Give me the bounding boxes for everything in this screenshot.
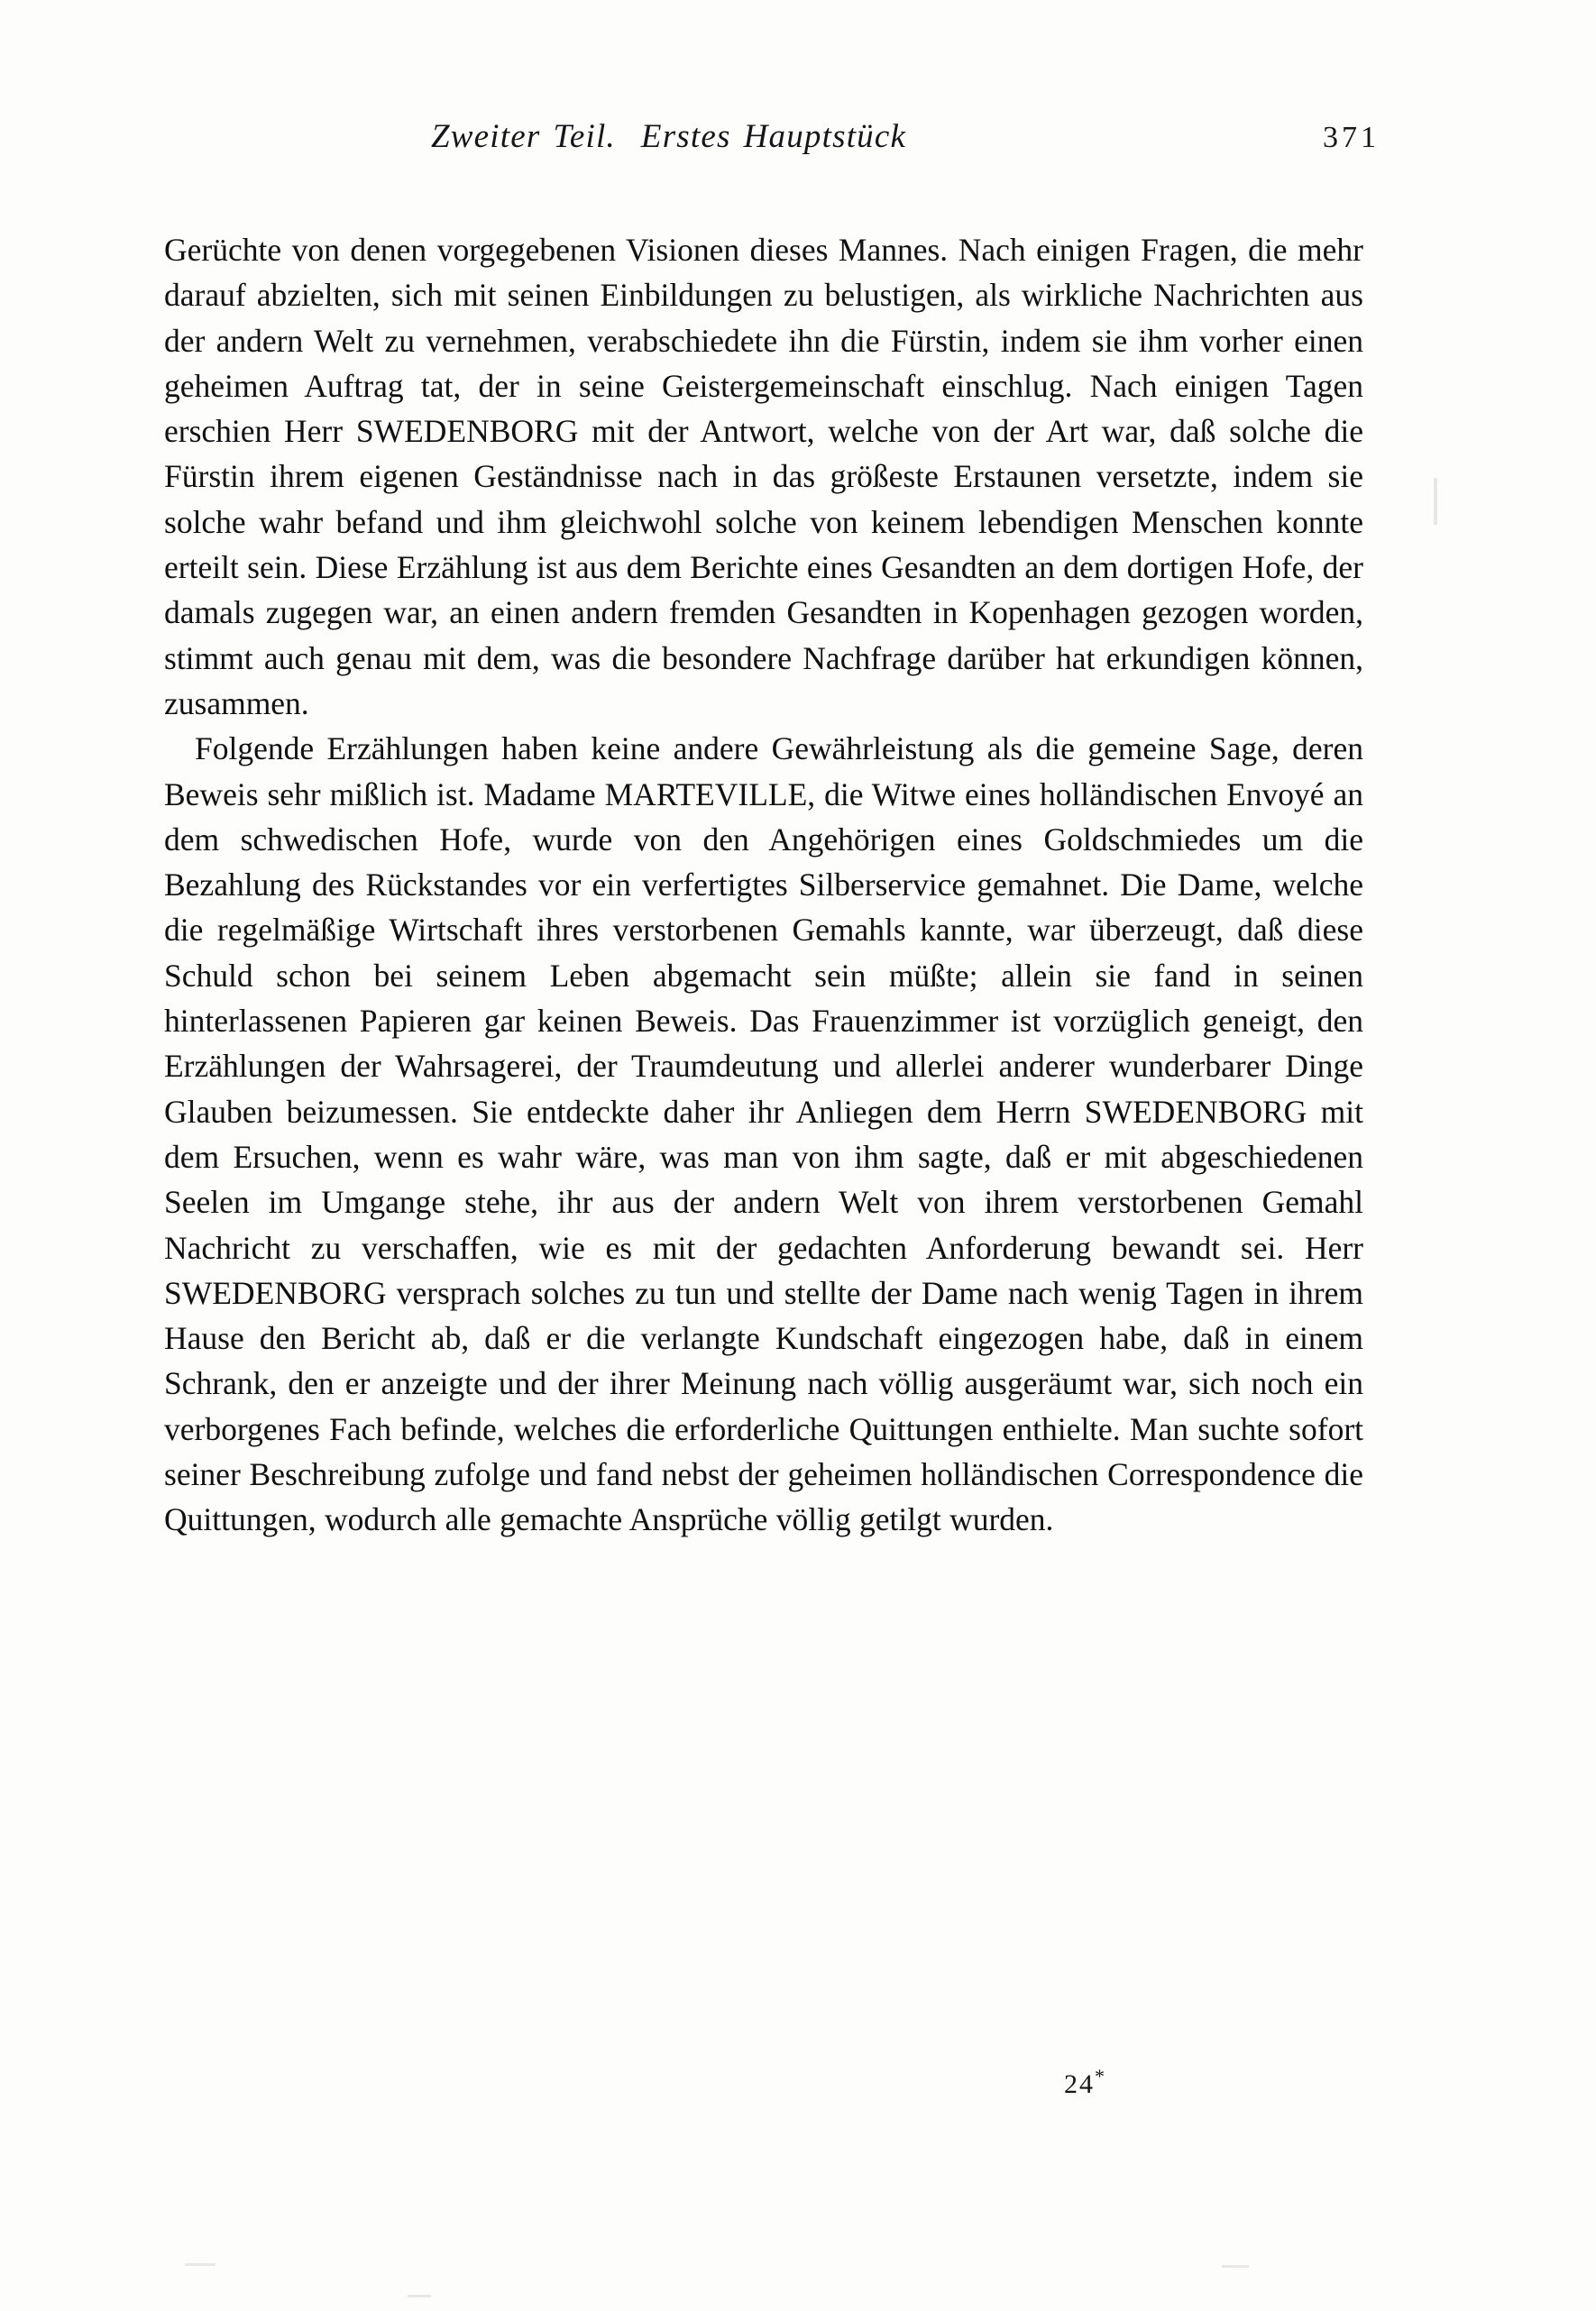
page-number: 371 (1323, 121, 1380, 154)
paragraph: Folgende Erzählungen haben keine andere Gewährleistung als die gemeine Sage, deren Beweis sehr mißlich ist. Madame MARTEVILLE, die Witwe eines holländischen Envoyé an dem schwedischen Hofe, wurde von den Angehörigen eines Goldschmiedes um die Bezahlung des Rückstandes vor ein verfertigtes Silberservice gemahnet. Die Dame, welche die regelmäßige Wirtschaft ihres verstorbenen Gemahls kannte, war überzeugt, daß diese Schuld schon bei seinem Leben abgemacht sein müßte; allein sie fand in seinen hinterlassenen Papieren gar keinen Beweis. Das Frauenzimmer ist vorzüglich geneigt, den Erzählungen der Wahrsagerei, der Traumdeutung und allerlei anderer wunderbarer Dinge Glauben beizumessen. Sie entdeckte daher ihr Anliegen dem Herrn SWEDENBORG mit dem Ersuchen, wenn es wahr wäre, was man von ihm sagte, daß er mit abgeschiedenen Seelen im Umgange stehe, ihr aus der andern Welt von ihrem verstorbenen Gemahl Nachricht zu verschaffen, wie es mit der gedachten Anforderung bewandt sei. Herr SWEDENBORG versprach solches zu tun und stellte der Dame nach wenig Tagen in ihrem Hause den Bericht ab, daß er die verlangte Kundschaft eingezogen habe, daß in einem Schrank, den er anzeigte und der ihrer Meinung nach völlig ausgeräumt war, sich noch ein verborgenes Fach befinde, welches die erforderliche Quittungen enthielte. Man suchte sofort seiner Beschreibung zufolge und fand nebst der geheimen holländischen Correspondence die Quittungen, wodurch alle gemachte Ansprüche völlig getilgt wurden. (164, 730, 1363, 1538)
running-head-word-1: Zweiter (431, 118, 541, 155)
scan-speck (185, 2263, 216, 2266)
scan-speck (1434, 478, 1437, 525)
running-head-title (431, 117, 906, 156)
signature-mark (1064, 2065, 1106, 2100)
paragraph: Gerüchte von denen vorgegebenen Visionen dieses Mannes. Nach einigen Fragen, die mehr darauf abzielten, sich mit seinen Einbildungen zu belustigen, als wirkliche Nachrichten aus der andern Welt zu vernehmen, verabschiedete ihn die Fürstin, indem sie ihm vorher einen geheimen Auftrag tat, der in seine Geistergemeinschaft einschlug. Nach einigen Tagen erschien Herr SWEDENBORG mit der Antwort, welche von der Art war, daß solche die Fürstin ihrem eigenen Geständnisse nach in das größeste Erstaunen versetzte, indem sie solche wahr befand und ihm gleichwohl solche von keinem lebendigen Menschen konnte erteilt sein. Diese Erzählung ist aus dem Berichte eines Gesandten an dem dortigen Hofe, der damals zugegen war, an einen andern fremden Gesandten in Kopenhagen gezogen worden, stimmt auch genau mit dem, was die besondere Nachfrage darüber hat erkundigen können, zusammen. (164, 232, 1363, 721)
body-text (164, 227, 1363, 1543)
scan-speck (408, 2295, 431, 2297)
running-head-word-4: Hauptstück (743, 118, 907, 155)
scan-speck (1222, 2265, 1249, 2268)
running-head-word-2: Teil. (553, 118, 616, 155)
signature-number: 24 (1064, 2069, 1095, 2099)
running-head (170, 117, 1432, 171)
running-head-word-3: Erstes (640, 118, 731, 155)
signature-asterisk: * (1095, 2065, 1106, 2087)
